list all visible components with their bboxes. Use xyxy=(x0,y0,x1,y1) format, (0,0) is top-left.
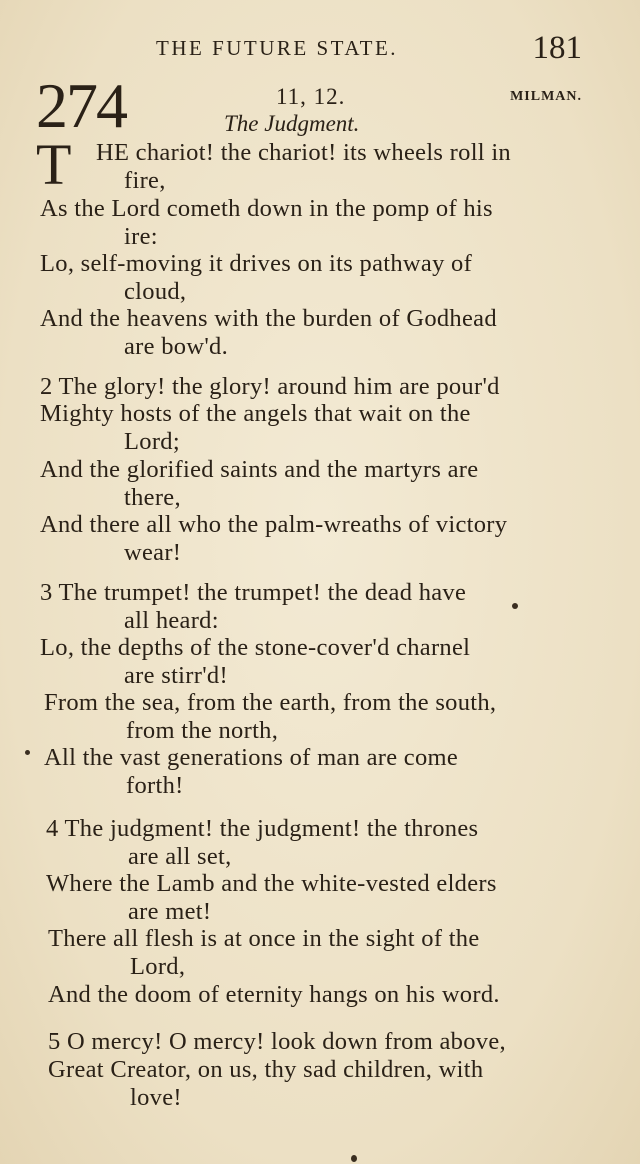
hymn-line: Where the Lamb and the white-vested elders xyxy=(46,870,497,897)
hymn-line: cloud, xyxy=(124,278,187,305)
hymn-line: 4 The judgment! the judgment! the thrones xyxy=(46,815,479,842)
hymn-line: there, xyxy=(124,484,181,511)
ink-speck xyxy=(512,603,518,609)
hymn-line: are stirr'd! xyxy=(124,662,228,689)
hymn-line: are all set, xyxy=(128,843,232,870)
hymn-line: all heard: xyxy=(124,607,219,634)
ink-speck xyxy=(25,750,30,755)
hymn-number: 274 xyxy=(36,70,126,141)
hymn-line: are bow'd. xyxy=(124,333,229,360)
hymn-line: are met! xyxy=(128,898,212,925)
hymn-meter: 11, 12. xyxy=(276,84,346,109)
drop-cap: T xyxy=(36,132,72,197)
hymn-line: from the north, xyxy=(126,717,279,744)
hymn-line: 2 The glory! the glory! around him are pour'd xyxy=(40,373,500,400)
hymn-line: And the doom of eternity hangs on his word. xyxy=(48,981,500,1008)
hymn-line: fire, xyxy=(124,167,166,194)
hymn-line: All the vast generations of man are come xyxy=(44,744,459,771)
hymn-line: HE chariot! the chariot! its wheels roll in xyxy=(96,139,511,166)
hymn-line: ire: xyxy=(124,223,158,250)
hymn-line: forth! xyxy=(126,772,184,799)
hymn-line: And there all who the palm-wreaths of victory xyxy=(40,511,508,538)
hymn-line: 5 O mercy! O mercy! look down from above, xyxy=(48,1028,506,1055)
hymn-line: love! xyxy=(130,1084,182,1111)
hymn-line: Lord, xyxy=(130,953,186,980)
hymn-line: There all flesh is at once in the sight of the xyxy=(48,925,480,952)
hymn-title: The Judgment. xyxy=(224,111,360,136)
hymn-line: And the glorified saints and the martyrs are xyxy=(40,456,479,483)
hymn-line: And the heavens with the burden of Godhead xyxy=(40,305,497,332)
hymn-line: Lord; xyxy=(124,428,180,455)
hymn-line: As the Lord cometh down in the pomp of his xyxy=(40,195,493,222)
hymn-line: Lo, self-moving it drives on its pathway of xyxy=(40,250,473,277)
hymn-line: 3 The trumpet! the trumpet! the dead have xyxy=(40,579,467,606)
hymn-line: From the sea, from the earth, from the south, xyxy=(44,689,497,716)
running-title: THE FUTURE STATE. xyxy=(156,36,399,60)
hymn-author: MILMAN. xyxy=(510,89,582,104)
ink-speck xyxy=(351,1155,357,1162)
hymn-line: Lo, the depths of the stone-cover'd charnel xyxy=(40,634,471,661)
hymn-line: wear! xyxy=(124,539,182,566)
page-number: 181 xyxy=(532,30,582,66)
running-head xyxy=(150,30,590,70)
hymn-line: Mighty hosts of the angels that wait on the xyxy=(40,400,471,427)
hymn-line: Great Creator, on us, thy sad children, with xyxy=(48,1056,484,1083)
